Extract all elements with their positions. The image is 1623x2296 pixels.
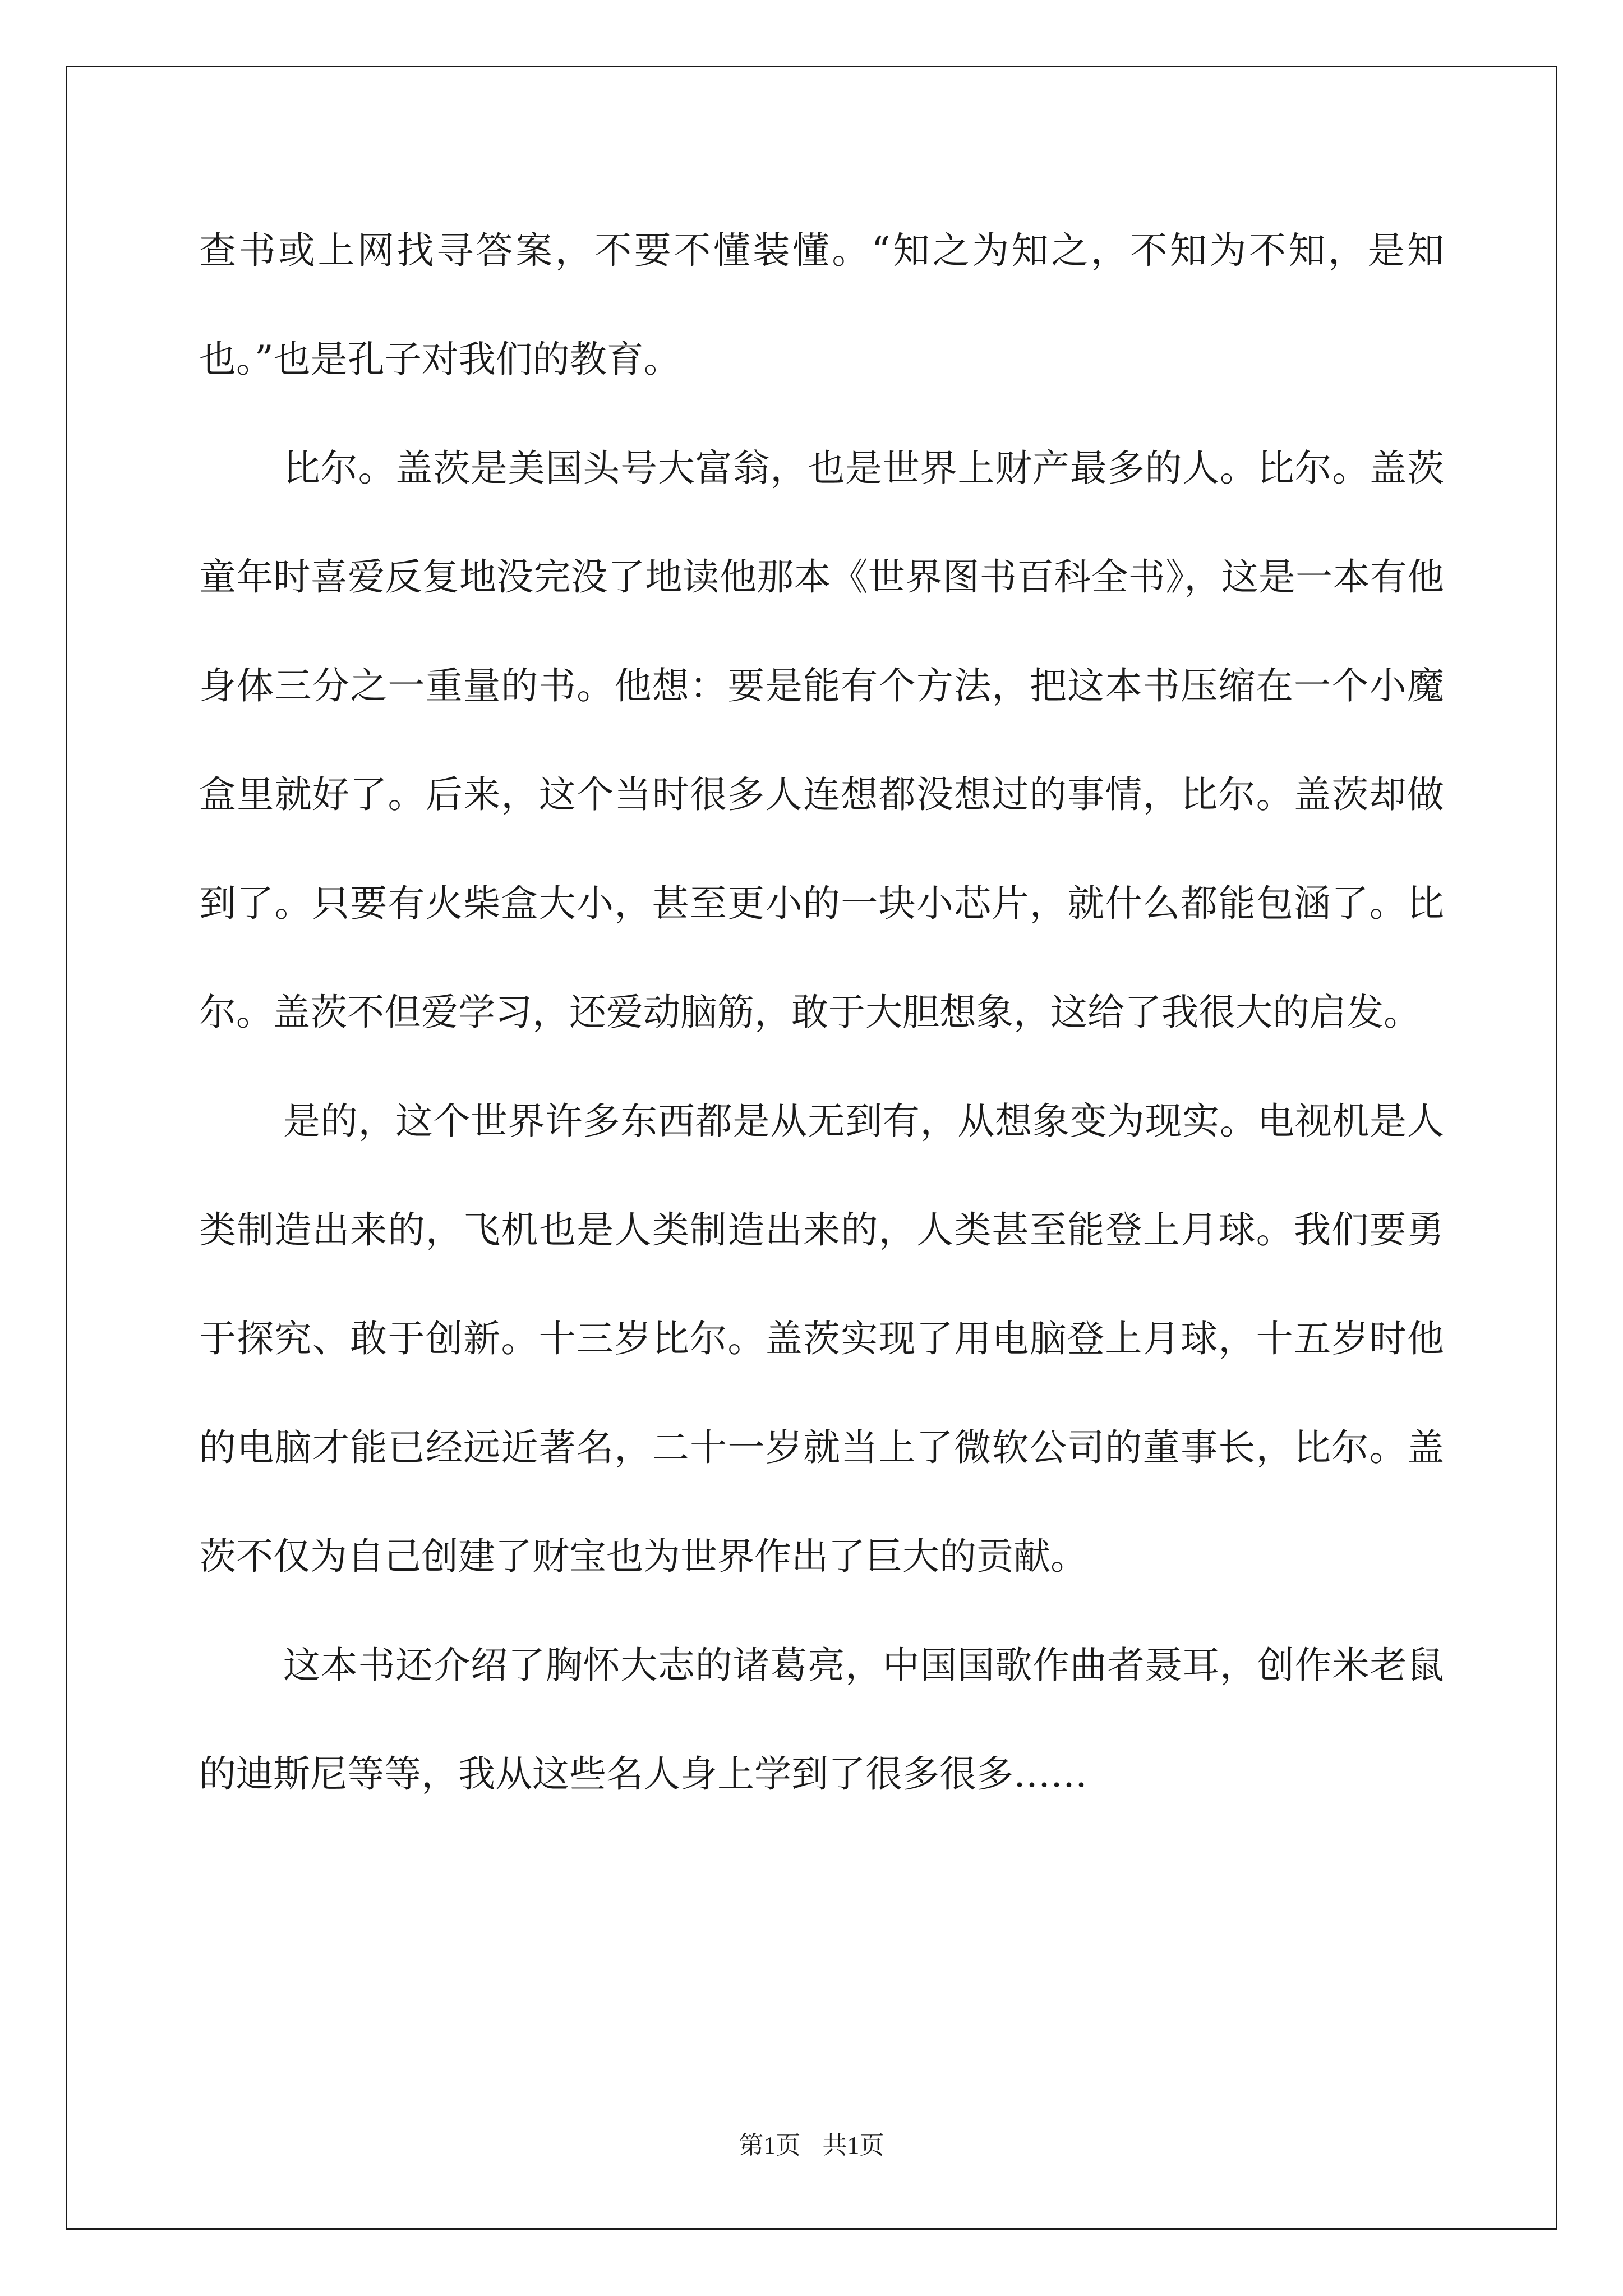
paragraph-2: 比尔。盖茨是美国头号大富翁，也是世界上财产最多的人。比尔。盖茨童年时喜爱反复地没完没了地读他那本《世界图书百科全书》，这是一本有他身体三分之一重量的书。他想：要是能有个方法，把这本书压缩在一个小魔盒里就好了。后来，这个当时很多人连想都没想过的事情，比尔。盖茨却做到了。只要有火柴盒大小，甚至更小的一块小芯片，就什么都能包涵了。比尔。盖茨不但爱学习，还爱动脑筋，敢于大胆想象，这给了我很大的启发。: [199, 447, 1444, 1034]
paragraph-4: 这本书还介绍了胸怀大志的诸葛亮，中国国歌作曲者聂耳，创作米老鼠的迪斯尼等等，我从这些名人身上学到了很多很多……: [199, 1644, 1444, 1796]
paragraph-1: 查书或上网找寻答案，不要不懂装懂。“知之为知之，不知为不知，是知也。”也是孔子对我们的教育。: [199, 229, 1444, 381]
page-footer: [0, 2125, 1623, 2161]
page-number: 第1页: [739, 2132, 801, 2159]
paragraph-3: 是的，这个世界许多东西都是从无到有，从想象变为现实。电视机是人类制造出来的，飞机也是人类制造出来的，人类甚至能登上月球。我们要勇于探究、敢于创新。十三岁比尔。盖茨实现了用电脑登上月球，十五岁时他的电脑才能已经远近著名，二十一岁就当上了微软公司的董事长，比尔。盖茨不仅为自己创建了财宝也为世界作出了巨大的贡献。: [199, 1099, 1444, 1578]
total-pages: 共1页: [822, 2132, 884, 2159]
document-body: [199, 196, 1444, 1829]
